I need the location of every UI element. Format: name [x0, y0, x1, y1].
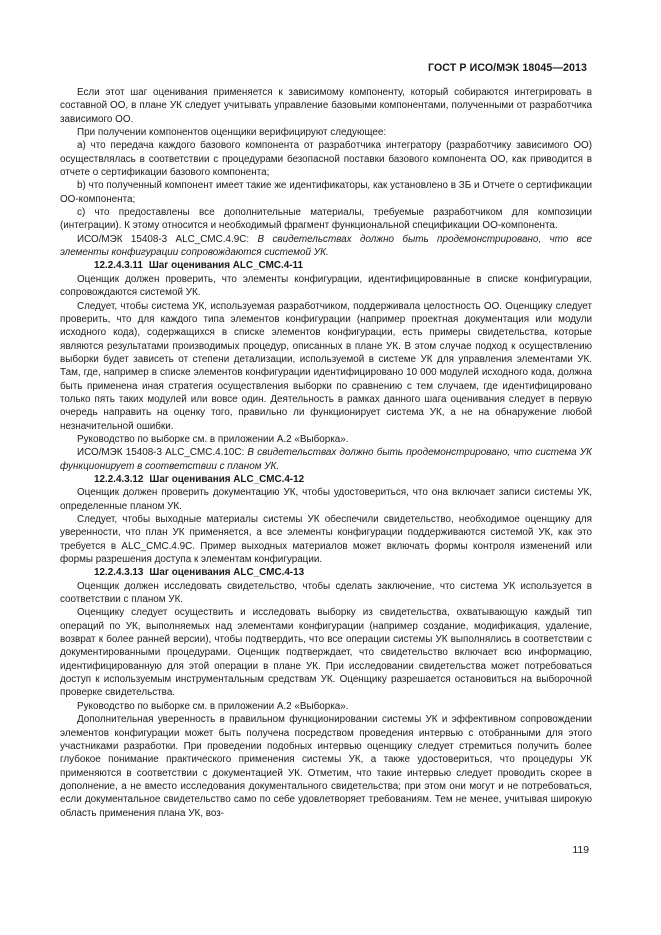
requirement-paragraph: [60, 233, 592, 260]
body-paragraph: Следует, чтобы выходные материалы системы УК обеспечили свидетельство, необходимое оценщику для уверенности, что план УК применяется, а все элементы конфигурации поддерживаются системой УК, как это требуется в ALC_CMC.4.9C. Пример выходных материалов может включать формы контроля изменений или формы разрешения доступа к элементам конфигурации.: [60, 514, 592, 566]
section-heading: [60, 259, 592, 272]
requirement-text: В свидетельствах должно быть продемонстрировано, что система УК функционирует в соответствии с планом УК.: [60, 447, 592, 472]
section-title: Шаг оценивания ALC_CMC.4-11: [148, 260, 303, 272]
body-paragraph: Оценщик должен проверить, что элементы конфигурации, идентифицированные в списке конфигурации, сопровождаются системой УК.: [60, 273, 592, 299]
section-heading: [60, 566, 592, 579]
body-paragraph: Следует, чтобы система УК, используемая разработчиком, поддерживала целостность ОО. Оценщику следует проверить, что для каждого типа элементов конфигурации (например проектная документация или модули исходного кода), содержащихся в списке элементов конфигурации, есть примеры свидетельства, которые являются результатами производимых процедур, описанных в плане УК. В этом случае подход к осуществлению выборки будет зависеть от степени детализации, используемой в системе УК для управления элементами УК. Там, где, например в списке элементов конфигурации идентифицировано 10 000 модулей исходного кода, должна быть применена иная стратегия осуществления выборки по сравнению с тем случаем, где идентифицировано только пять таких модулей или вовсе один. Деятельность в рамках данного шага оценивания следует в первую очередь направить на оценку того, правильно ли функционирует система УК, а не на обнаружение любой незначительной ошибки.: [60, 300, 592, 432]
body-paragraph: Руководство по выборке см. в приложении А.2 «Выборка».: [77, 700, 349, 712]
body-paragraph: Оценщик должен проверить документацию УК, чтобы удостовериться, что она включает записи системы УК, определенные планом УК.: [60, 487, 592, 512]
section-number: 12.2.4.3.13: [94, 567, 144, 579]
body-paragraph: Руководство по выборке см. в приложении А.2 «Выборка».: [77, 433, 349, 445]
page-number: 119: [572, 845, 589, 856]
body-paragraph: Дополнительная уверенность в правильном функционировании системы УК и эффективном сопровождении элементов конфигурации может быть получена посредством проведения интервью с отобранными для этого участниками разработки. При проведении подобных интервью оценщику следует стремиться получить более глубокое понимание практического применения системы УК, а также удостовериться, что процедуры УК применяются в соответствии с документацией УК. Отметим, что такие интервью следует проводить скорее в дополнение, а не вместо исследования документального свидетельства; при этом они могут и не потребоваться, если документальное свидетельство само по себе удовлетворяет требованиям. Тем не менее, учитывая широкую область применения плана УК, воз-: [60, 714, 592, 819]
body-paragraph: Если этот шаг оценивания применяется к зависимому компоненту, который собираются интегрировать в составной ОО, в плане УК следует учитывать управление базовыми компонентами, полученными от разработчика зависимого ОО.: [60, 87, 592, 125]
section-heading: [60, 473, 592, 486]
section-number: 12.2.4.3.11: [94, 260, 143, 272]
section-title: Шаг оценивания ALC_CMC.4-13: [149, 567, 305, 579]
body-paragraph: При получении компонентов оценщики верифицируют следующее:: [77, 127, 387, 139]
requirement-paragraph: [60, 446, 592, 473]
document-body: [60, 86, 592, 820]
body-paragraph: Оценщик должен исследовать свидетельство, чтобы сделать заключение, что система УК используется в соответствии с планом УК.: [60, 580, 592, 606]
body-paragraph: c) что предоставлены все дополнительные материалы, требуемые разработчиком для композиции (интеграции). К этому относится и необходимый фрагмент функциональной спецификации ОО-компонента.: [60, 207, 592, 232]
requirement-reference: ИСО/МЭК 15408-3 ALC_CMC.4.10C:: [77, 447, 245, 459]
requirement-text: В свидетельствах должно быть продемонстрировано, что все элементы конфигурации сопровождаются системой УК.: [60, 233, 592, 259]
section-title: Шаг оценивания ALC_CMC.4-12: [149, 473, 305, 485]
standard-header: ГОСТ Р ИСО/МЭК 18045—2013: [428, 62, 587, 74]
body-paragraph: b) что полученный компонент имеет такие же идентификаторы, как установлено в ЗБ и Отчете о сертификации ОО-компонента;: [60, 180, 592, 205]
body-paragraph: Оценщику следует осуществить и исследовать выборку из свидетельства, охватывающую каждый тип операций по УК, выполняемых над элементами конфигурации (например создание, модификация, удаление, возврат к более ранней версии), чтобы подтвердить, что все операции системы УК выполнялись в соответствии с документированными процедурами. Оценщик подтверждает, что свидетельство включает всю информацию, идентифицированную для этой операции в плане УК. При исследовании свидетельства может потребоваться доступ к используемым инструментальным средствам УК. Оценщику разрешается остановиться на выборочной проверке свидетельства.: [60, 607, 592, 699]
requirement-reference: ИСО/МЭК 15408-3 ALC_CMC.4.9C:: [77, 233, 250, 245]
body-paragraph: a) что передача каждого базового компонента от разработчика интегратору (разработчику зависимого ОО) осуществлялась в соответствии с процедурами безопасной поставки базового компонента ОО, как приводится в отчете о сертификации базового компонента;: [60, 140, 592, 179]
section-number: 12.2.4.3.12: [94, 473, 144, 485]
